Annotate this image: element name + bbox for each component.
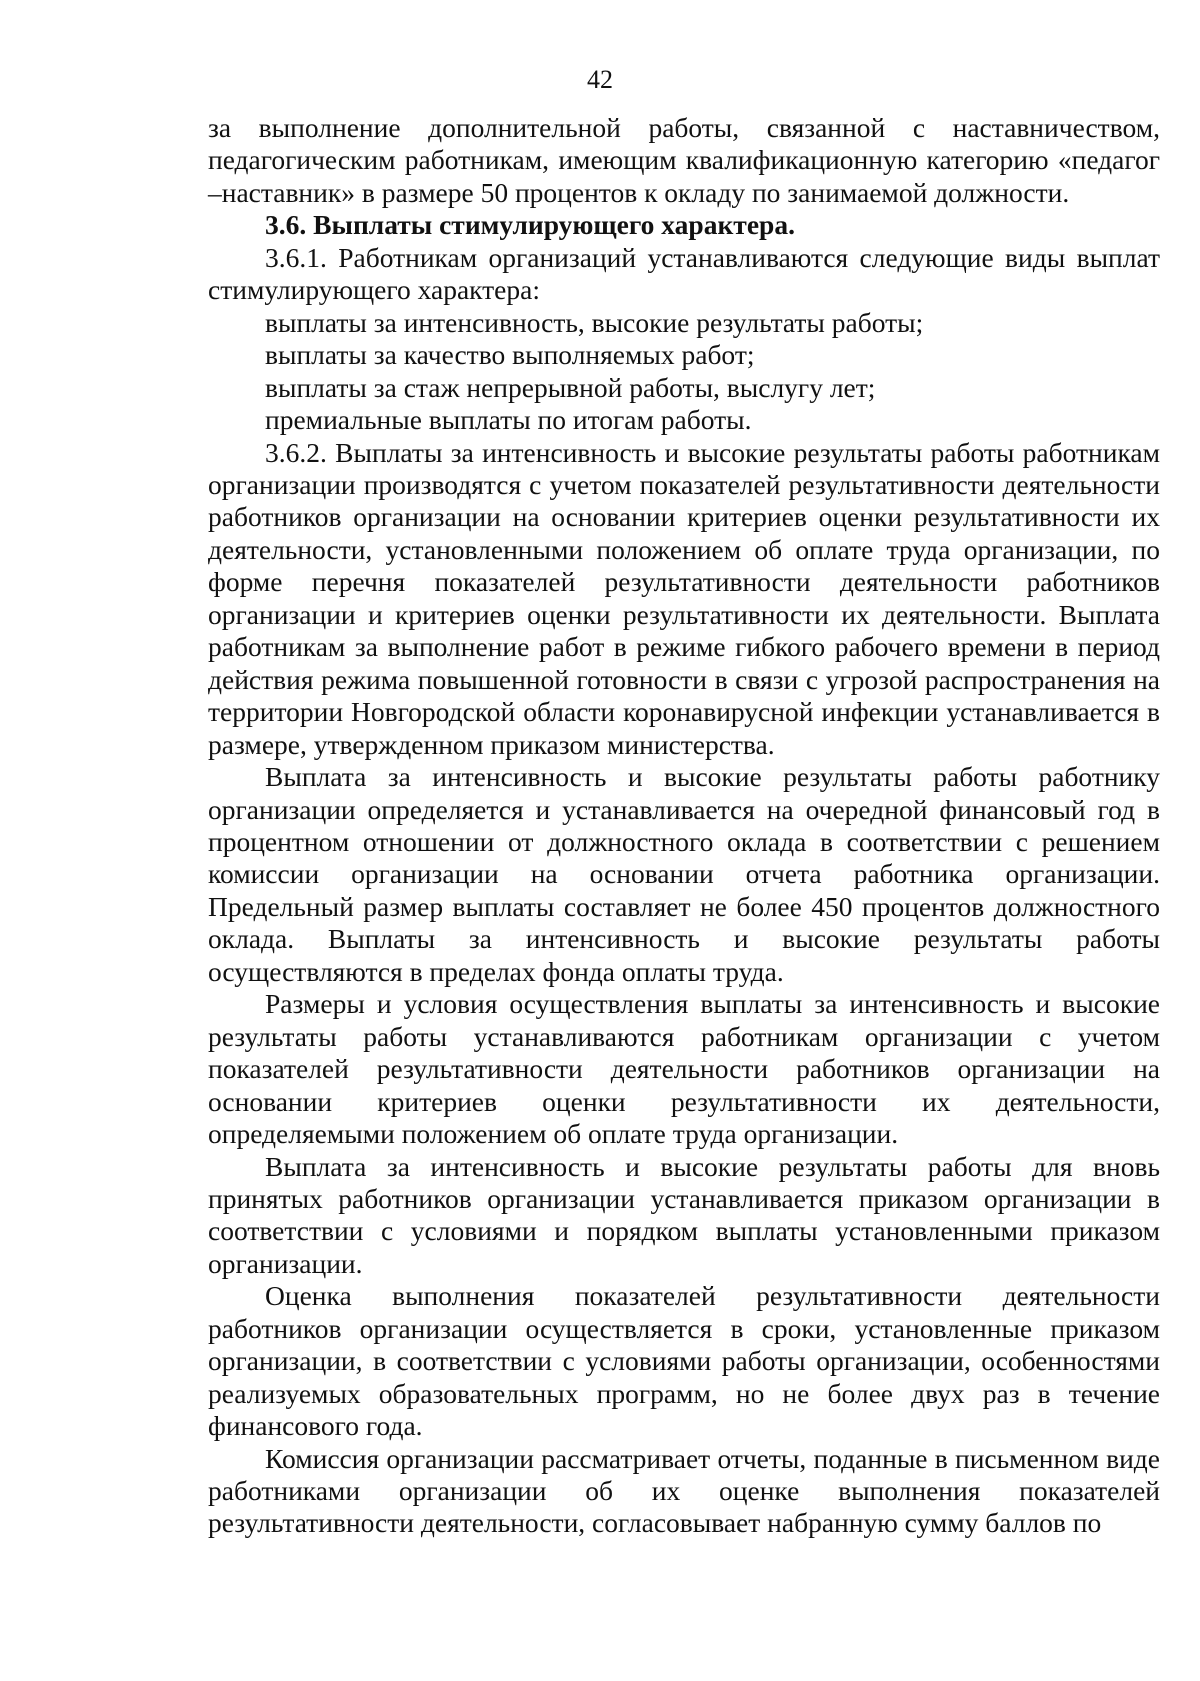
paragraph-assessment-timing: Оценка выполнения показателей результативности деятельности работников организации осуществляется в сроки, установленные приказом организации, в соответствии с условиями работы организации, особенностями реализуемых образовательных программ, но не более двух раз в течение финансового года. (208, 1280, 1160, 1442)
paragraph-new-employees: Выплата за интенсивность и высокие результаты работы для вновь принятых работников организации устанавливается приказом организации в соответствии с условиями и порядком выплаты установленными приказом организации. (208, 1150, 1160, 1279)
clause-3-6-2: 3.6.2. Выплаты за интенсивность и высокие результаты работы работникам организации производятся с учетом показателей результативности деятельности работников организации на основании критериев оценки результативности их деятельности, установленными положением об оплате труда организации, по форме перечня показателей результативности деятельности работников организации и критериев оценки результативности их деятельности. Выплата работникам за выполнение работ в режиме гибкого рабочего времени в период действия режима повышенной готовности в связи с угрозой распространения на территории Новгородской области коронавирусной инфекции устанавливается в размере, утвержденном приказом министерства. (208, 436, 1160, 760)
list-item: выплаты за качество выполняемых работ; (265, 339, 755, 371)
clause-3-6-1: 3.6.1. Работникам организаций устанавливаются следующие виды выплат стимулирующего характера: (208, 241, 1160, 306)
paragraph-payment-limit: Выплата за интенсивность и высокие результаты работы работнику организации определяется и устанавливается на очередной финансовый год в процентном отношении от должностного оклада в соответствии с решением комиссии организации на основании отчета работника организации. Предельный размер выплаты составляет не более 450 процентов должностного оклада. Выплаты за интенсивность и высокие результаты работы осуществляются в пределах фонда оплаты труда. (208, 761, 1160, 987)
section-heading: 3.6. Выплаты стимулирующего характера. (265, 209, 795, 241)
list-item: премиальные выплаты по итогам работы. (265, 404, 752, 436)
list-item: выплаты за интенсивность, высокие результаты работы; (265, 306, 924, 338)
page-number: 42 (587, 65, 613, 94)
paragraph-payment-conditions: Размеры и условия осуществления выплаты за интенсивность и высокие результаты работы устанавливаются работникам организации с учетом показателей результативности деятельности работников организации на основании критериев оценки результативности их деятельности, определяемыми положением об оплате труда организации. (208, 988, 1160, 1150)
list-item: выплаты за стаж непрерывной работы, выслугу лет; (265, 371, 876, 403)
paragraph-commission-review: Комиссия организации рассматривает отчеты, поданные в письменном виде работниками организации об их оценке выполнения показателей результативности деятельности, согласовывает набранную сумму баллов по (208, 1442, 1160, 1539)
paragraph-continuation: за выполнение дополнительной работы, связанной с наставничеством, педагогическим работникам, имеющим квалификационную категорию «педагог –наставник» в размере 50 процентов к окладу по занимаемой должности. (208, 112, 1160, 208)
document-body (208, 112, 1160, 1540)
